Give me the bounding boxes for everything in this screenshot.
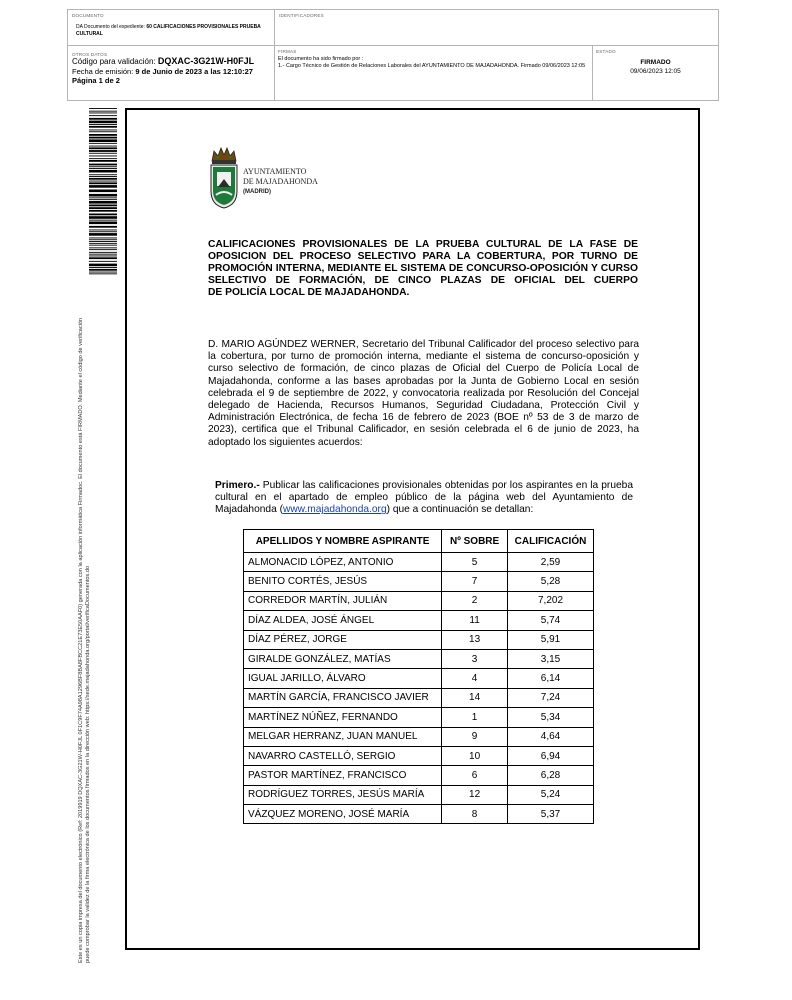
cell-nombre: GIRALDE GONZÁLEZ, MATÍAS bbox=[244, 649, 442, 668]
estado-label: ESTADO bbox=[596, 49, 616, 54]
cell-nombre: IGUAL JARILLO, ÁLVARO bbox=[244, 669, 442, 688]
document-page bbox=[125, 108, 700, 950]
cell-sobre: 2 bbox=[442, 591, 508, 610]
table-row bbox=[244, 572, 594, 591]
table-row bbox=[244, 630, 594, 649]
cell-sobre: 14 bbox=[442, 688, 508, 707]
cell-sobre: 4 bbox=[442, 669, 508, 688]
cell-nombre: VÁZQUEZ MORENO, JOSÉ MARÍA bbox=[244, 805, 442, 824]
table-row bbox=[244, 727, 594, 746]
cell-calificacion: 5,37 bbox=[508, 805, 594, 824]
cell-nombre: CORREDOR MARTÍN, JULIÁN bbox=[244, 591, 442, 610]
cell-nombre: DÍAZ PÉREZ, JORGE bbox=[244, 630, 442, 649]
organization-name: AYUNTAMIENTO DE MAJADAHONDA (MADRID) bbox=[243, 167, 318, 195]
document-title: CALIFICACIONES PROVISIONALES DE LA PRUEBA CULTURAL DE LA FASE DE OPOSICION DEL PROCESO SELECTIVO PARA LA COBERTURA, POR TURNO DE PROMOCIÓN INTERNA, MEDIANTE EL SISTEMA DE CONCURSO-OPOSICIÓN Y CURSO SELECTIVO DE FORMACIÓN, DE CINCO PLAZAS DE OFICIAL DEL CUERPO DE POLICÍA LOCAL DE MAJADAHONDA. bbox=[208, 239, 638, 298]
results-table bbox=[243, 529, 594, 824]
barcode-icon bbox=[89, 108, 117, 276]
majadahonda-link[interactable]: www.majadahonda.org bbox=[282, 504, 387, 516]
cell-sobre: 10 bbox=[442, 746, 508, 765]
cell-sobre: 7 bbox=[442, 572, 508, 591]
cell-sobre: 13 bbox=[442, 630, 508, 649]
cell-calificacion: 5,91 bbox=[508, 630, 594, 649]
table-row bbox=[244, 611, 594, 630]
validation-header bbox=[67, 9, 719, 101]
estado-value: FIRMADO bbox=[640, 59, 671, 66]
cell-nombre: DÍAZ ALDEA, JOSÉ ÁNGEL bbox=[244, 611, 442, 630]
cell-sobre: 9 bbox=[442, 727, 508, 746]
certification-paragraph: D. MARIO AGÚNDEZ WERNER, Secretario del Tribunal Calificador del proceso selectivo para la cobertura, por turno de promoción interna, mediante el sistema de concurso-oposición y curso selectivo de formación, de cinco plazas de Oficial del Cuerpo de Policía Local de Majadahonda, conforme a las bases aprobadas por la Junta de Gobierno Local en sesión celebrada el 9 de septiembre de 2022, y convocatoria realizada por Resolución del Concejal delegado de Hacienda, Recursos Humanos, Seguridad Ciudadana, Protección Civil y Administración Electrónica, de fecha 16 de febrero de 2023 (BOE nº 53 de 3 de marzo de 2023), certifica que el Tribunal Calificador, en sesión celebrada el 6 de junio de 2023, ha adoptado los siguientes acuerdos: bbox=[208, 339, 639, 448]
cell-calificacion: 3,15 bbox=[508, 649, 594, 668]
codigo-validacion: Código para validación: DQXAC-3G21W-H0FJL bbox=[72, 56, 255, 66]
documento-label: DOCUMENTO bbox=[72, 13, 104, 18]
cell-calificacion: 5,74 bbox=[508, 611, 594, 630]
table-row bbox=[244, 785, 594, 804]
col-header-calificacion: CALIFICACIÓN bbox=[508, 530, 594, 553]
cell-sobre: 5 bbox=[442, 553, 508, 572]
cell-nombre: MARTÍNEZ NÚÑEZ, FERNANDO bbox=[244, 708, 442, 727]
table-header-row bbox=[244, 530, 594, 553]
pagina-number: Página 1 de 2 bbox=[72, 75, 120, 85]
col-header-nombre: APELLIDOS Y NOMBRE ASPIRANTE bbox=[244, 530, 442, 553]
cell-calificacion: 5,34 bbox=[508, 708, 594, 727]
cell-calificacion: 7,24 bbox=[508, 688, 594, 707]
table-row bbox=[244, 688, 594, 707]
table-row bbox=[244, 766, 594, 785]
identificadores-cell bbox=[275, 10, 718, 46]
cell-sobre: 3 bbox=[442, 649, 508, 668]
cell-nombre: ALMONACID LÓPEZ, ANTONIO bbox=[244, 553, 442, 572]
cell-nombre: MARTÍN GARCÍA, FRANCISCO JAVIER bbox=[244, 688, 442, 707]
documento-cell bbox=[68, 10, 275, 46]
cell-calificacion: 5,28 bbox=[508, 572, 594, 591]
cell-calificacion: 4,64 bbox=[508, 727, 594, 746]
cell-calificacion: 5,24 bbox=[508, 785, 594, 804]
firmas-label: FIRMAS bbox=[278, 49, 297, 54]
table-row bbox=[244, 591, 594, 610]
primero-paragraph: Primero.- Publicar las calificaciones provisionales obtenidas por los aspirantes en la prueba cultural en el apartado de empleo público de la página web del Ayuntamiento de Majadahonda (www.majadahonda.org) que a continuación se detallan: bbox=[215, 480, 633, 516]
cell-nombre: BENITO CORTÉS, JESÚS bbox=[244, 572, 442, 591]
documento-value: DA Documento del expediente: 60 CALIFICACIONES PROVISIONALES PRUEBA CULTURAL bbox=[76, 24, 261, 37]
cell-calificacion: 7,202 bbox=[508, 591, 594, 610]
cell-nombre: MELGAR HERRANZ, JUAN MANUEL bbox=[244, 727, 442, 746]
cell-sobre: 11 bbox=[442, 611, 508, 630]
firmas-text-2: 1.- Cargo Técnico de Gestión de Relaciones Laborales del AYUNTAMIENTO DE MAJADAHONDA. Firmado 09/06/2023 12:05 bbox=[278, 62, 586, 69]
cell-sobre: 12 bbox=[442, 785, 508, 804]
table-row bbox=[244, 746, 594, 765]
cell-calificacion: 6,94 bbox=[508, 746, 594, 765]
otros-datos-label: OTROS DATOS bbox=[72, 52, 108, 57]
table-row bbox=[244, 649, 594, 668]
coat-of-arms-icon bbox=[208, 145, 240, 209]
cell-calificacion: 6,14 bbox=[508, 669, 594, 688]
cell-calificacion: 6,28 bbox=[508, 766, 594, 785]
identificadores-label: IDENTIFICADORES bbox=[279, 13, 324, 18]
cell-nombre: RODRÍGUEZ TORRES, JESÚS MARÍA bbox=[244, 785, 442, 804]
col-header-sobre: Nº SOBRE bbox=[442, 530, 508, 553]
cell-sobre: 8 bbox=[442, 805, 508, 824]
fecha-emision: Fecha de emisión: 9 de Junio de 2023 a las 12:10:27 bbox=[72, 66, 253, 76]
cell-sobre: 1 bbox=[442, 708, 508, 727]
table-row bbox=[244, 708, 594, 727]
firmas-cell bbox=[275, 46, 593, 101]
verification-side-text: Este es un copia impresa del documento electrónico (Ref: 2019919 DQXAC-3G21W-H0FJL 0F1C9F74A98A1296BF8BA8FBCC21E73E50AAF0) generada con la aplicación informática Firmadoc. El documento está FIRMADO. Mediante el código de verificación puede comprobar la validez de la firma electrónica de los documentos firmados en la dirección web: https://sede.majadahonda.org/portal/verificaDocumentos.do bbox=[78, 317, 92, 963]
firmas-text-1: El documento ha sido firmado por : bbox=[278, 56, 364, 62]
cell-sobre: 6 bbox=[442, 766, 508, 785]
table-row bbox=[244, 669, 594, 688]
table-row bbox=[244, 553, 594, 572]
estado-cell bbox=[593, 46, 718, 101]
estado-date: 09/06/2023 12:05 bbox=[630, 68, 681, 75]
table-row bbox=[244, 805, 594, 824]
cell-nombre: PASTOR MARTÍNEZ, FRANCISCO bbox=[244, 766, 442, 785]
cell-calificacion: 2,59 bbox=[508, 553, 594, 572]
otros-datos-cell bbox=[68, 46, 275, 101]
cell-nombre: NAVARRO CASTELLÓ, SERGIO bbox=[244, 746, 442, 765]
